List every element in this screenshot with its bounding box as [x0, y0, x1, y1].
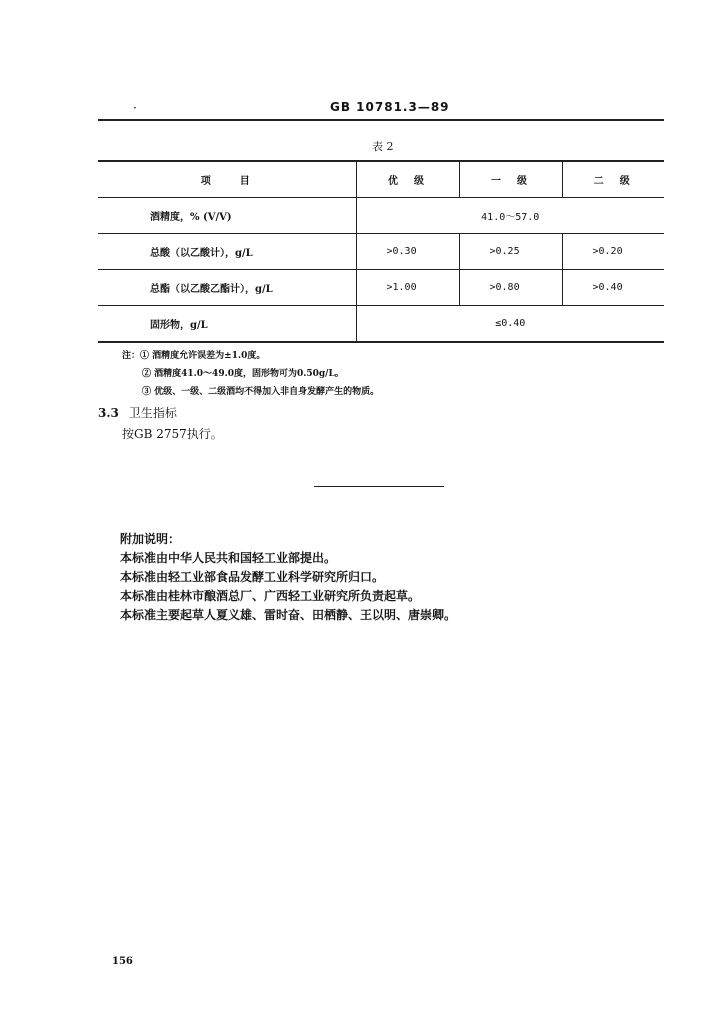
table-caption: 表 2	[372, 140, 394, 153]
table-row	[98, 198, 664, 234]
column-header-grade-1: 一 级	[459, 161, 562, 198]
cell-total-ester-grade-2: >0.40	[562, 270, 664, 306]
cell-total-acid-premium: >0.30	[356, 234, 459, 270]
row-label-alcohol: 酒精度，% (V/V)	[98, 198, 356, 234]
header-rule	[98, 119, 664, 121]
notes-label: 注：	[122, 351, 141, 361]
row-label-total-ester: 总酯（以乙酸乙酯计），g/L	[98, 270, 356, 306]
appendix	[120, 530, 456, 625]
standard-code: GB 10781.3—89	[330, 100, 450, 114]
header-dot: ·	[133, 101, 137, 115]
table-row	[98, 234, 664, 270]
row-value-solids: ≤0.40	[356, 306, 664, 343]
appendix-title: 附加说明：	[120, 532, 181, 546]
section-number: 3.3	[98, 406, 119, 420]
note-item: ③ 优级、一级、二级酒均不得加入非自身发酵产生的物质。	[142, 387, 380, 397]
column-header-item: 项 目	[98, 161, 356, 198]
row-label-solids: 固形物，g/L	[98, 306, 356, 343]
appendix-line: 本标准由中华人民共和国轻工业部提出。	[120, 551, 337, 565]
section-title: 卫生指标	[128, 406, 177, 420]
quality-table	[98, 160, 664, 343]
cell-total-acid-grade-1: >0.25	[459, 234, 562, 270]
note-item: ② 酒精度41.0～49.0度，固形物可为0.50g/L。	[142, 369, 344, 379]
table-row	[98, 270, 664, 306]
appendix-line: 本标准由桂林市酿酒总厂、广西轻工业研究所负责起草。	[120, 589, 421, 603]
section-heading	[98, 404, 177, 421]
row-label-total-acid: 总酸（以乙酸计），g/L	[98, 234, 356, 270]
row-value-alcohol: 41.0～57.0	[356, 198, 664, 234]
table-header-row	[98, 161, 664, 198]
column-header-grade-2: 二 级	[562, 161, 664, 198]
table-notes	[122, 347, 379, 401]
page-number: 156	[112, 956, 133, 967]
divider	[314, 486, 444, 487]
section-body: 按GB 2757执行。	[122, 427, 223, 441]
cell-total-ester-grade-1: >0.80	[459, 270, 562, 306]
cell-total-acid-grade-2: >0.20	[562, 234, 664, 270]
appendix-line: 本标准由轻工业部食品发酵工业科学研究所归口。	[120, 570, 385, 584]
note-item: 注：① 酒精度允许误差为±1.0度。	[122, 351, 266, 361]
table-row	[98, 306, 664, 343]
column-header-premium: 优 级	[356, 161, 459, 198]
cell-total-ester-premium: >1.00	[356, 270, 459, 306]
appendix-line: 本标准主要起草人夏义雄、雷时奋、田栖静、王以明、唐崇卿。	[120, 608, 457, 622]
